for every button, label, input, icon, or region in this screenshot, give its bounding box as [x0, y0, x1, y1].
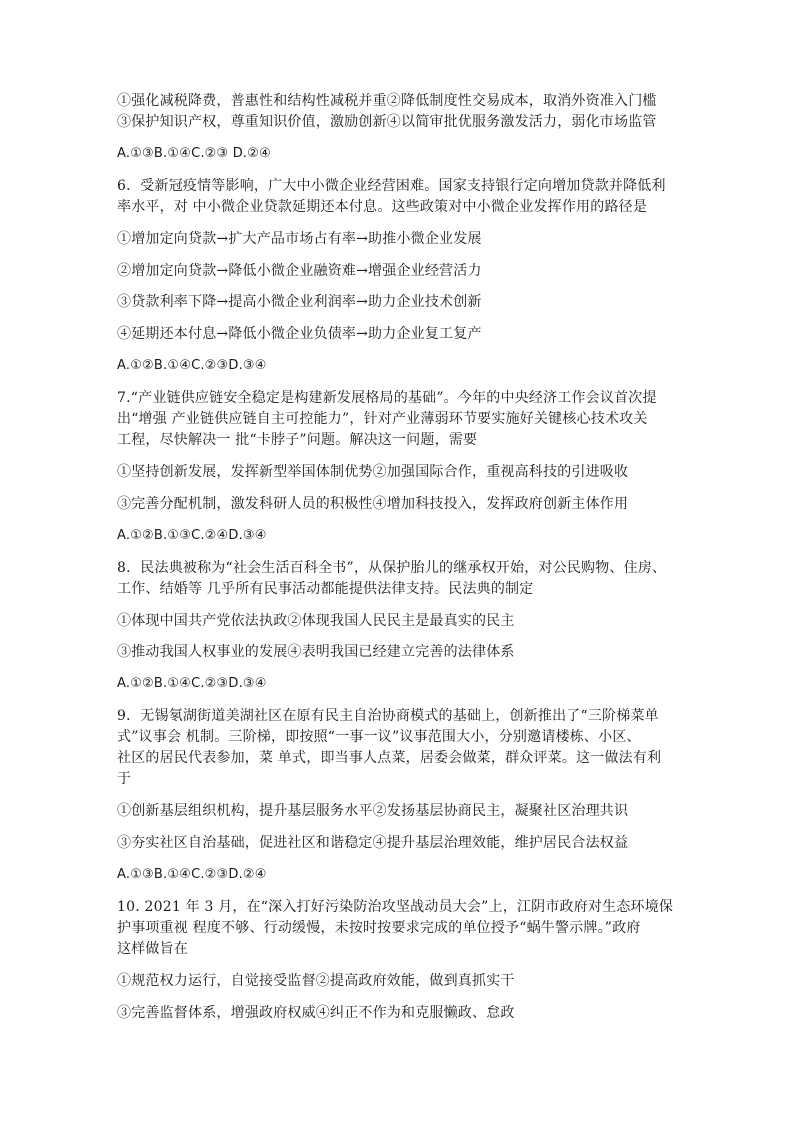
question-7-text: 出“增强 产业链供应链自主可控能力”，针对产业薄弱环节要实施好关键核心技术攻关	[117, 411, 648, 427]
option-line: ①规范权力运行，自觉接受监督②提高政府效能，做到真抓实干	[117, 973, 515, 989]
question-10-text: 护事项重视 程度不够、行动缓慢，未按时按要求完成的单位授予“蜗牛警示牌。”政府	[117, 920, 641, 936]
question-9-text: 社区的居民代表参加，菜 单式，即当事人点菜，居委会做菜，群众评菜。这一做法有利	[117, 750, 662, 766]
option-line: ③推动我国人权事业的发展④表明我国已经建立完善的法律体系	[117, 644, 515, 660]
question-9-text: 式”议事会 机制。三阶梯，即按照“一事一议”议事范围大小，分别邀请楼栋、小区、	[117, 729, 641, 745]
question-8-text: 8．民法典被称为“社会生活百科全书”，从保护胎儿的继承权开始，对公民购物、住房、	[117, 560, 667, 576]
answer-choices: A.①②B.①④C.②③D.③④	[117, 358, 267, 373]
option-line: ③保护知识产权，尊重知识价值，激励创新④以简审批优服务激发活力，弱化市场监管	[117, 114, 657, 130]
option-line: ③完善分配机制，激发科研人员的积极性④增加科技投入，发挥政府创新主体作用	[117, 496, 629, 512]
option-line: ①强化减税降费，普惠性和结构性减税并重②降低制度性交易成本，取消外资准入门槛	[117, 93, 657, 109]
question-6-text: 率水平，对 中小微企业贷款延期还本付息。这些政策对中小微企业发挥作用的路径是	[117, 199, 648, 215]
question-9-text: 于	[117, 771, 132, 787]
option-line: ③夯实社区自治基础，促进社区和谐稳定④提升基层治理效能，维护居民合法权益	[117, 835, 629, 851]
option-line: ①创新基层组织机构，提升基层服务水平②发扬基层协商民主，凝聚社区治理共识	[117, 803, 629, 819]
option-line: ③完善监督体系，增强政府权威④纠正不作为和克服懒政、怠政	[117, 1005, 515, 1021]
option-line: ①体现中国共产党依法执政②体现我国人民民主是最真实的民主	[117, 613, 515, 629]
question-7-text: 工程，尽快解决一 批“卡脖子”问题。解决这一问题，需要	[117, 432, 478, 448]
answer-choices: A.①③B.①④C.②③ D.②④	[117, 146, 271, 161]
answer-choices: A.①②B.①④C.②③D.③④	[117, 676, 267, 691]
question-10-text: 这样做旨在	[117, 941, 188, 957]
answer-choices: A.①②B.①③C.②④D.③④	[117, 528, 267, 543]
answer-choices: A.①③B.①④C.②③D.②④	[117, 867, 267, 882]
option-line: ③贷款利率下降→提高小微企业利润率→助力企业技术创新	[117, 294, 482, 310]
option-line: ④延期还本付息→降低小微企业负债率→助力企业复工复产	[117, 326, 482, 342]
question-7-text: 7.“产业链供应链安全稳定是构建新发展格局的基础”。今年的中央经济工作会议首次提	[117, 390, 657, 406]
question-8-text: 工作、结婚等 几乎所有民事活动都能提供法律支持。民法典的制定	[117, 581, 534, 597]
question-6-text: 6．受新冠疫情等影响，广大中小微企业经营困难。国家支持银行定向增加贷款并降低利	[117, 178, 666, 194]
option-line: ①坚持创新发展，发挥新型举国体制优势②加强国际合作，重视高科技的引进吸收	[117, 464, 629, 480]
option-line: ②增加定向贷款→降低小微企业融资难→增强企业经营活力	[117, 263, 482, 279]
question-10-text: 10. 2021 年 3 月，在“深入打好污染防治攻坚战动员大会”上，江阴市政府对生态环境保	[117, 899, 674, 915]
question-9-text: 9．无锡氡湖街道美湖社区在原有民主自治协商模式的基础上，创新推出了“三阶梯菜单	[117, 708, 659, 724]
option-line: ①增加定向贷款→扩大产品市场占有率→助推小微企业发展	[117, 231, 482, 247]
